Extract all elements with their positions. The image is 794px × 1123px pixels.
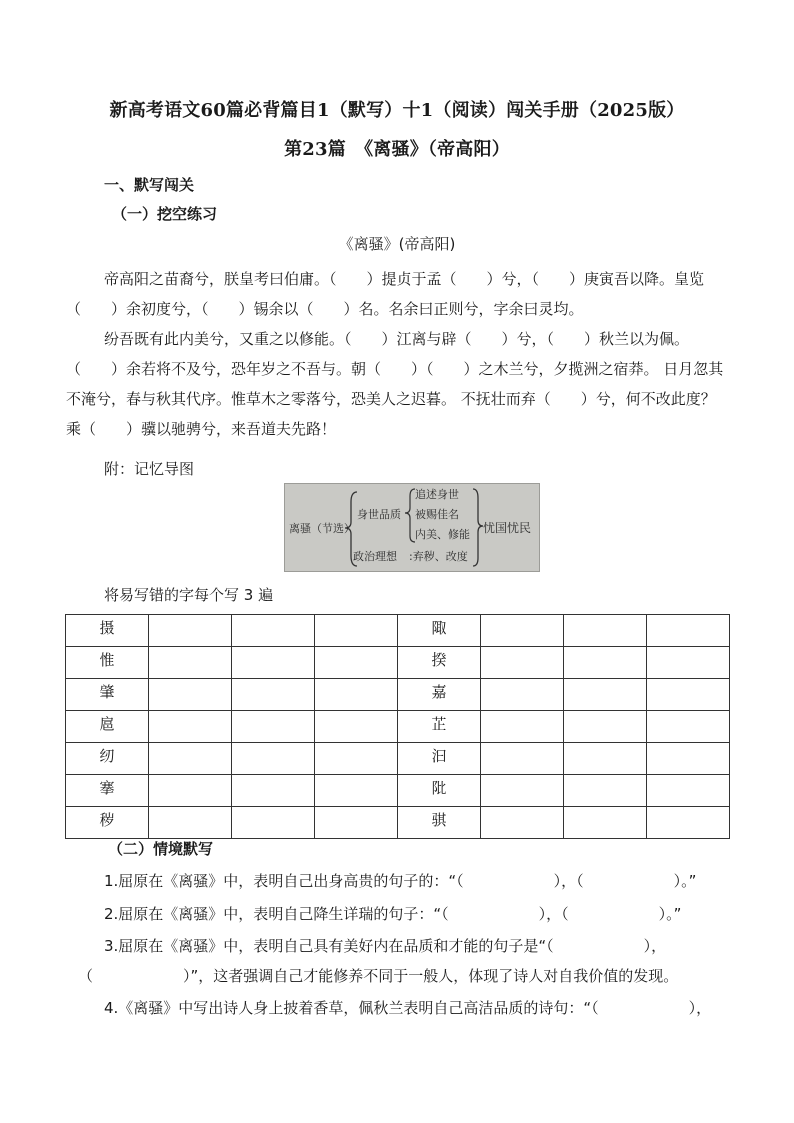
- practice-char: 惟: [66, 647, 149, 679]
- table-row: [66, 679, 730, 711]
- chapter-title: 第23篇 《离骚》（帝高阳）: [284, 139, 510, 160]
- writing-cell[interactable]: [149, 743, 232, 775]
- writing-cell[interactable]: [232, 807, 315, 839]
- practice-table-caption: 将易写错的字每个写 3 遍: [104, 586, 274, 604]
- question-1: 1.屈原在《离骚》中，表明自己出身高贵的句子的：“（ ），（ ）。”: [104, 872, 697, 890]
- poem-paragraph-1: 帝高阳之苗裔兮，朕皇考曰伯庸。（ ）提贞于孟（ ）兮，（ ）庚寅吾以降。皇览（ ）余初度兮，（ ）锡余以（ ）名。名余曰正则兮，字余曰灵均。: [66, 270, 705, 318]
- practice-char: 肇: [66, 679, 149, 711]
- memory-mind-map: [284, 483, 540, 572]
- writing-cell[interactable]: [564, 647, 647, 679]
- practice-char: 芷: [398, 711, 481, 743]
- table-row: [66, 807, 730, 839]
- writing-cell[interactable]: [149, 647, 232, 679]
- table-row: [66, 711, 730, 743]
- subsection-heading-context-dictation: （二）情境默写: [108, 840, 214, 858]
- writing-cell[interactable]: [315, 711, 398, 743]
- poem-title: 《离骚》(帝高阳): [338, 235, 456, 253]
- table-row: [66, 775, 730, 807]
- writing-cell[interactable]: [647, 679, 730, 711]
- writing-cell[interactable]: [315, 743, 398, 775]
- practice-char: 扈: [66, 711, 149, 743]
- writing-cell[interactable]: [481, 615, 564, 647]
- writing-cell[interactable]: [149, 615, 232, 647]
- writing-cell[interactable]: [232, 615, 315, 647]
- mind-map-branch-ideals: 政治理想: [353, 550, 397, 563]
- writing-cell[interactable]: [647, 807, 730, 839]
- practice-char: 揆: [398, 647, 481, 679]
- writing-cell[interactable]: [647, 743, 730, 775]
- writing-cell[interactable]: [481, 679, 564, 711]
- mind-map-conclusion: 忧国忧民: [483, 521, 532, 535]
- writing-cell[interactable]: [481, 711, 564, 743]
- writing-cell[interactable]: [564, 743, 647, 775]
- writing-cell[interactable]: [564, 615, 647, 647]
- writing-cell[interactable]: [232, 647, 315, 679]
- writing-cell[interactable]: [315, 615, 398, 647]
- writing-cell[interactable]: [481, 807, 564, 839]
- practice-char: 摄: [66, 615, 149, 647]
- writing-cell[interactable]: [564, 775, 647, 807]
- poem-paragraph-2: 纷吾既有此内美兮，又重之以修能。（ ）江离与辟（ ）兮，（ ）秋兰以为佩。（ ）余若将不及兮，恐年岁之不吾与。朝（ ）（ ）之木兰兮，夕揽洲之宿莽。 日月忽其不淹兮，春与秋其代序。惟草木之零落兮，恐美人之迟暮。 不抚壮而弃（ ）兮，何不改此度？乘（ ）骥以驰骋兮，来吾道夫先路！: [66, 330, 724, 438]
- practice-char: 嘉: [398, 679, 481, 711]
- writing-cell[interactable]: [481, 647, 564, 679]
- writing-cell[interactable]: [232, 775, 315, 807]
- table-row: [66, 647, 730, 679]
- question-3-continued: （ ）”，这者强调自己才能修养不同于一般人，体现了诗人对自我价值的发现。: [78, 967, 679, 985]
- writing-cell[interactable]: [564, 679, 647, 711]
- writing-cell[interactable]: [647, 775, 730, 807]
- writing-cell[interactable]: [232, 743, 315, 775]
- mind-map-branch-background: 身世品质: [357, 508, 401, 521]
- question-2: 2.屈原在《离骚》中，表明自己降生详瑞的句子：“（ ），（ ）。”: [104, 905, 682, 923]
- mind-map-leaf-3: 内美、修能: [415, 528, 470, 541]
- writing-cell[interactable]: [481, 743, 564, 775]
- practice-char: 纫: [66, 743, 149, 775]
- writing-cell[interactable]: [315, 647, 398, 679]
- mind-map-leaf-2: 被赐佳名: [415, 508, 459, 521]
- section-heading-dictation: 一、默写闯关: [104, 176, 195, 194]
- table-row: [66, 743, 730, 775]
- writing-cell[interactable]: [232, 679, 315, 711]
- writing-cell[interactable]: [149, 807, 232, 839]
- question-3: 3.屈原在《离骚》中，表明自己具有美好内在品质和才能的句子是“（ ），: [104, 937, 667, 955]
- practice-char: 陬: [398, 615, 481, 647]
- question-4: 4.《离骚》中写出诗人身上披着香草，佩秋兰表明自己高洁品质的诗句：“（ ），: [104, 999, 712, 1017]
- practice-char: 秽: [66, 807, 149, 839]
- practice-char: 阰: [398, 775, 481, 807]
- table-row: [66, 615, 730, 647]
- writing-cell[interactable]: [315, 775, 398, 807]
- writing-cell[interactable]: [647, 615, 730, 647]
- writing-cell[interactable]: [149, 711, 232, 743]
- writing-cell[interactable]: [564, 711, 647, 743]
- writing-cell[interactable]: [315, 807, 398, 839]
- writing-cell[interactable]: [149, 775, 232, 807]
- practice-char: 汩: [398, 743, 481, 775]
- writing-cell[interactable]: [232, 711, 315, 743]
- mind-map-leaf-1: 追述身世: [415, 488, 459, 501]
- practice-char: 骐: [398, 807, 481, 839]
- writing-cell[interactable]: [315, 679, 398, 711]
- writing-cell[interactable]: [564, 807, 647, 839]
- appendix-label: 附：记忆导图: [104, 460, 195, 478]
- character-practice-table: [65, 614, 730, 839]
- mind-map-root: 离骚（节选）: [289, 522, 355, 535]
- subsection-heading-fill-blanks: （一）挖空练习: [112, 205, 218, 223]
- writing-cell[interactable]: [647, 647, 730, 679]
- practice-char: 搴: [66, 775, 149, 807]
- writing-cell[interactable]: [481, 775, 564, 807]
- writing-cell[interactable]: [149, 679, 232, 711]
- mind-map-leaf-4: :弃秽、改度: [409, 550, 468, 563]
- writing-cell[interactable]: [647, 711, 730, 743]
- document-title: 新高考语文60篇必背篇目1（默写）十1（阅读）闯关手册（2025版）: [109, 100, 685, 121]
